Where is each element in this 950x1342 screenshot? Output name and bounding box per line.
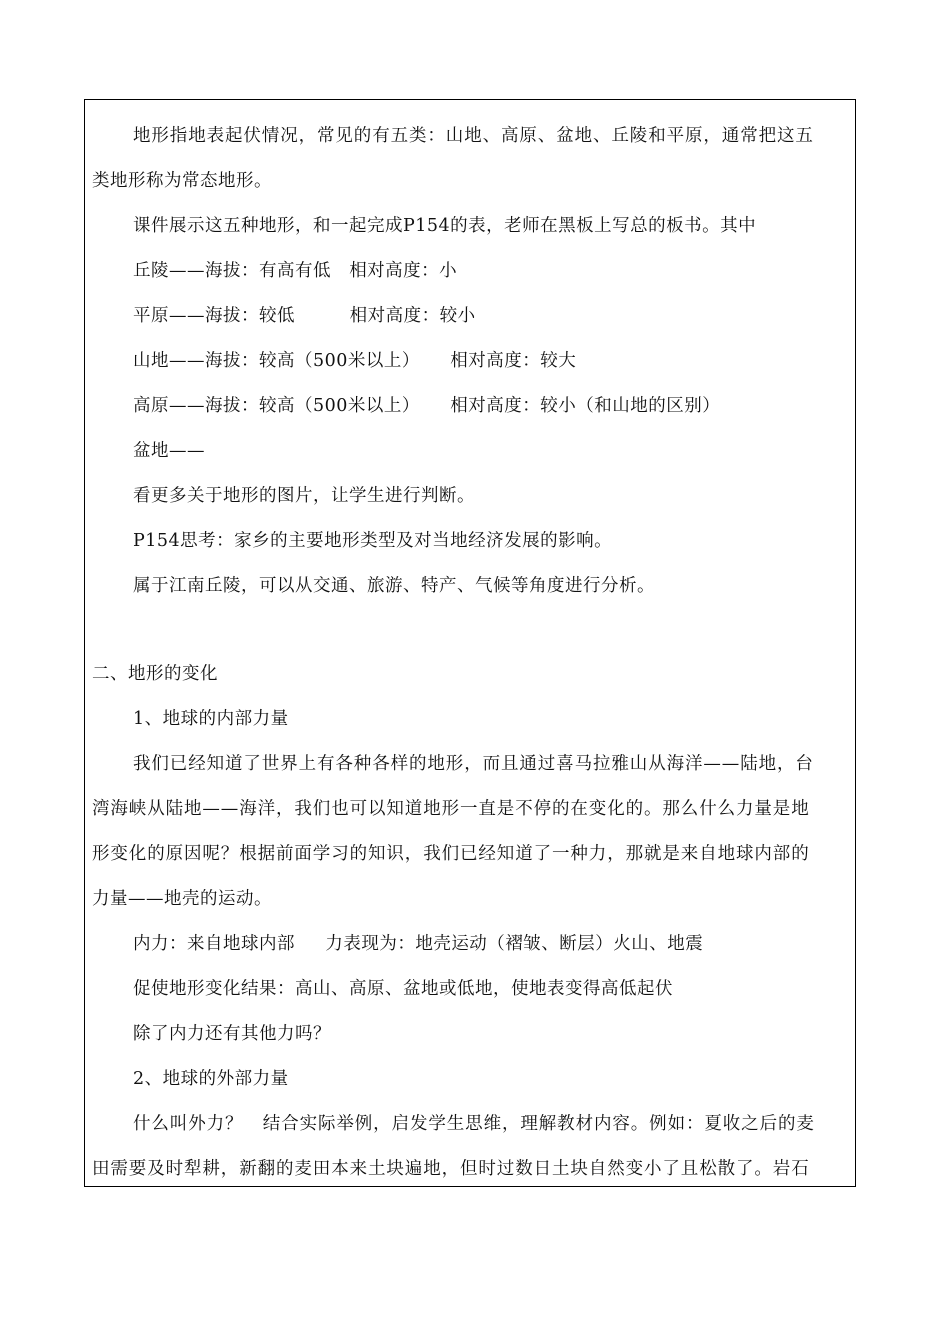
table-row-hills: 丘陵——海拔：有高有低 相对高度：小 [133, 261, 458, 281]
paragraph-line-18: 内力：来自地球内部 力表现为：地壳运动（褶皱、断层）火山、地震 [133, 934, 704, 954]
paragraph-line-2: 类地形称为常态地形。 [92, 171, 272, 191]
paragraph-line-20: 除了内力还有其他力吗？ [133, 1024, 331, 1044]
paragraph-line-11: 属于江南丘陵，可以从交通、旅游、特产、气候等角度进行分析。 [133, 576, 655, 596]
table-row-plains: 平原——海拔：较低 相对高度：较小 [133, 306, 476, 326]
paragraph-line-19: 促使地形变化结果：高山、高原、盆地或低地，使地表变得高低起伏 [133, 979, 673, 999]
paragraph-line-22: 什么叫外力？ 结合实际举例，启发学生思维，理解教材内容。例如：夏收之后的麦 [133, 1114, 815, 1134]
paragraph-line-10: P154思考：家乡的主要地形类型及对当地经济发展的影响。 [133, 531, 613, 551]
table-row-basins: 盆地—— [133, 441, 205, 461]
subsection-heading-2: 2、地球的外部力量 [133, 1069, 289, 1089]
paragraph-line-17: 力量——地壳的运动。 [92, 889, 272, 909]
paragraph-line-16: 形变化的原因呢？根据前面学习的知识，我们已经知道了一种力，那就是来自地球内部的 [92, 844, 810, 864]
paragraph-line-14: 我们已经知道了世界上有各种各样的地形，而且通过喜马拉雅山从海洋——陆地，台 [133, 754, 814, 774]
paragraph-line-1: 地形指地表起伏情况，常见的有五类：山地、高原、盆地、丘陵和平原，通常把这五 [133, 126, 814, 146]
paragraph-line-9: 看更多关于地形的图片，让学生进行判断。 [133, 486, 475, 506]
table-row-plateaus: 高原——海拔：较高（500米以上） 相对高度：较小（和山地的区别） [133, 396, 721, 416]
section-heading: 二、地形的变化 [92, 664, 218, 684]
paragraph-line-23: 田需要及时犁耕，新翻的麦田本来土块遍地，但时过数日土块自然变小了且松散了。岩石 [92, 1159, 810, 1179]
subsection-heading-1: 1、地球的内部力量 [133, 709, 289, 729]
paragraph-line-3: 课件展示这五种地形，和一起完成P154的表，老师在黑板上写总的板书。其中 [133, 216, 757, 236]
paragraph-line-15: 湾海峡从陆地——海洋，我们也可以知道地形一直是不停的在变化的。那么什么力量是地 [92, 799, 810, 819]
table-row-mountains: 山地——海拔：较高（500米以上） 相对高度：较大 [133, 351, 577, 371]
